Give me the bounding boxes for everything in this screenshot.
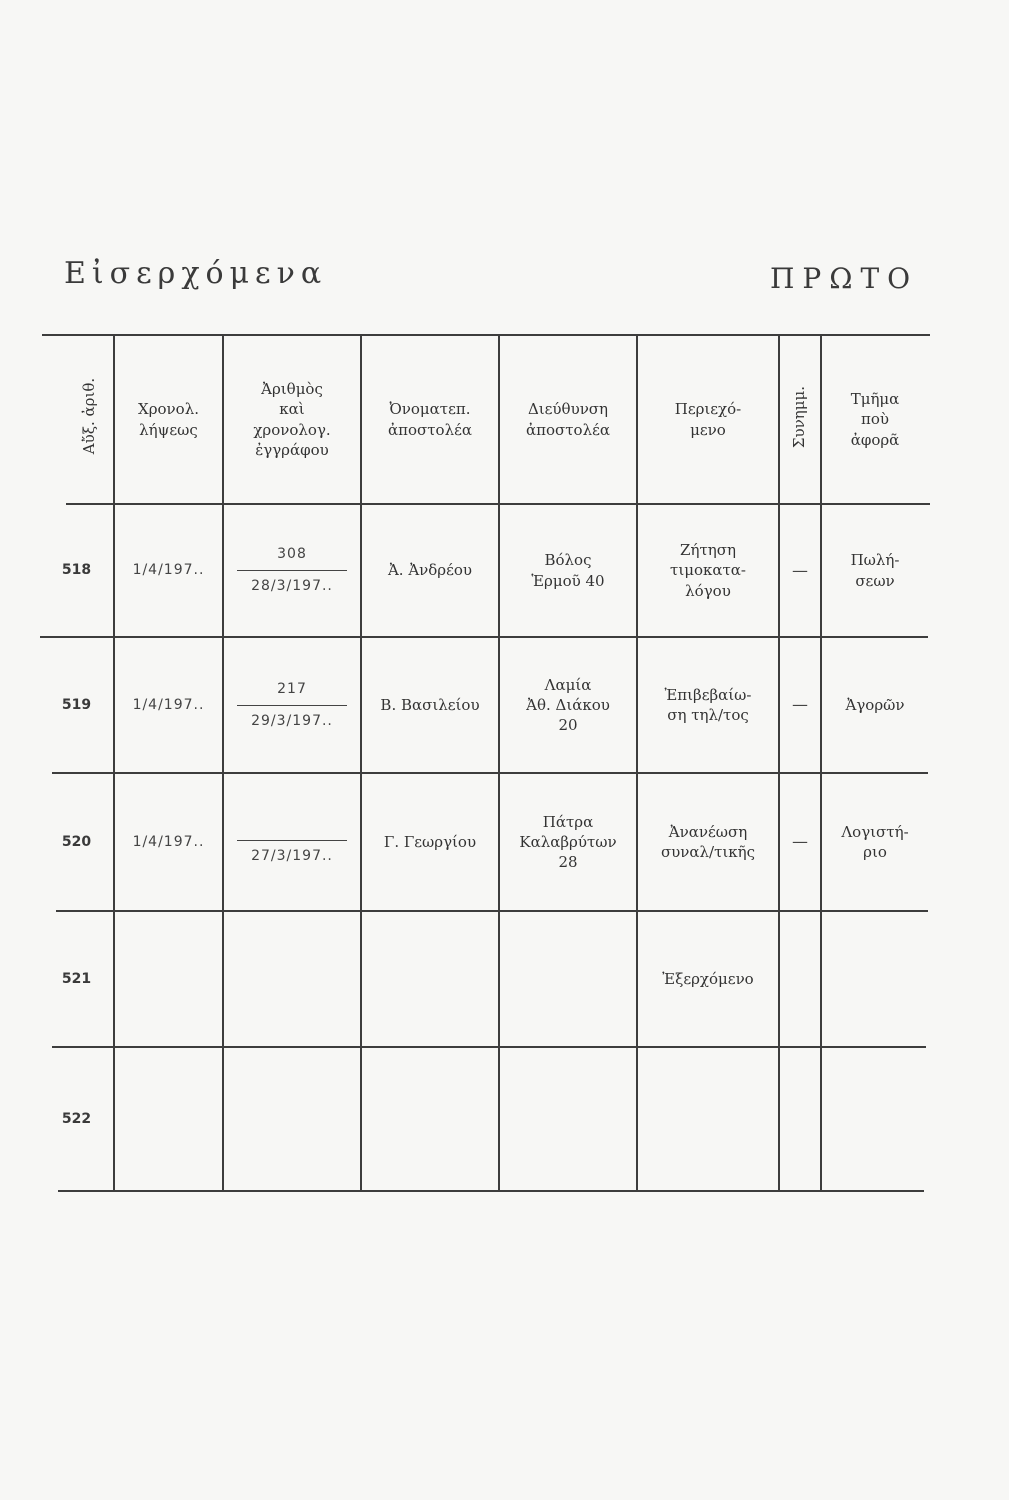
row-518-date-received: 1/4/197.. — [132, 562, 205, 579]
row-518-sender-address: Βόλος Ἑρμοῦ 40 — [531, 551, 605, 590]
row-518-attachments: — — [792, 560, 808, 580]
row-519-date-received: 1/4/197.. — [132, 696, 205, 713]
row-518-document-number-date: $\frac{308}{28/3/197..}$ — [224, 505, 360, 636]
header-sender-name: Ὀνοματεπ. ἀποστολέα — [388, 400, 472, 439]
header-date-received: Χρονολ. λήψεως — [138, 400, 199, 439]
header-attachments: Συνημμ. — [790, 385, 808, 449]
row-518-serial: 518 — [61, 562, 92, 579]
row-519-department: Ἀγορῶν — [845, 695, 905, 714]
register-title-incoming: Εἰσερχόμενα — [64, 256, 328, 291]
row-519-serial: 519 — [61, 696, 92, 713]
row-522-serial: 522 — [61, 1110, 92, 1127]
row-520-content: Ἀνανέωση συναλ/τικῆς — [660, 822, 756, 861]
row-519-content: Ἐπιβεβαίω- ση τηλ/τος — [664, 685, 752, 724]
row-518-content: Ζήτηση τιμοκατα- λόγου — [670, 541, 746, 600]
row-520-bottom-rule — [56, 910, 928, 912]
row-519-attachments: — — [792, 695, 808, 715]
header-department: Τμῆμα ποὺ ἀφορᾶ — [850, 390, 900, 449]
row-521-serial: 521 — [61, 970, 92, 987]
row-520-department: Λογιστή- ριο — [841, 822, 909, 861]
header-document-number-date: Ἀριθμὸς καὶ χρονολογ. ἐγγράφου — [253, 380, 331, 459]
row-519-sender-name: Β. Βασιλείου — [380, 695, 480, 714]
header-sender-address: Διεύθυνση ἀποστολέα — [526, 400, 610, 439]
table-bottom-rule — [58, 1190, 924, 1192]
row-520-sender-address: Πάτρα Καλαβρύτων 28 — [519, 812, 617, 872]
register-title-first: ΠΡΩΤΟ — [770, 262, 919, 295]
row-520-sender-name: Γ. Γεωργίου — [383, 832, 477, 851]
row-520-document-number-date: 27/3/197.. — [224, 774, 360, 910]
row-521-content: Ἐξερχόμενο — [662, 969, 754, 988]
row-519-sender-address: Λαμία Ἀθ. Διάκου 20 — [526, 675, 610, 735]
header-serial-number: Αὔξ. ἀριθ. — [80, 377, 98, 455]
row-518-department: Πωλή- σεων — [850, 551, 900, 590]
row-520-serial: 520 — [61, 833, 92, 850]
row-521-bottom-rule — [52, 1046, 926, 1048]
row-520-date-received: 1/4/197.. — [132, 833, 205, 850]
header-content: Περιεχό- μενο — [674, 400, 742, 439]
row-519-document-number-date: $\frac{217}{29/3/197..}$ — [224, 638, 360, 772]
row-520-attachments: — — [792, 832, 808, 852]
row-518-sender-name: Ἀ. Ἀνδρέου — [387, 561, 473, 580]
